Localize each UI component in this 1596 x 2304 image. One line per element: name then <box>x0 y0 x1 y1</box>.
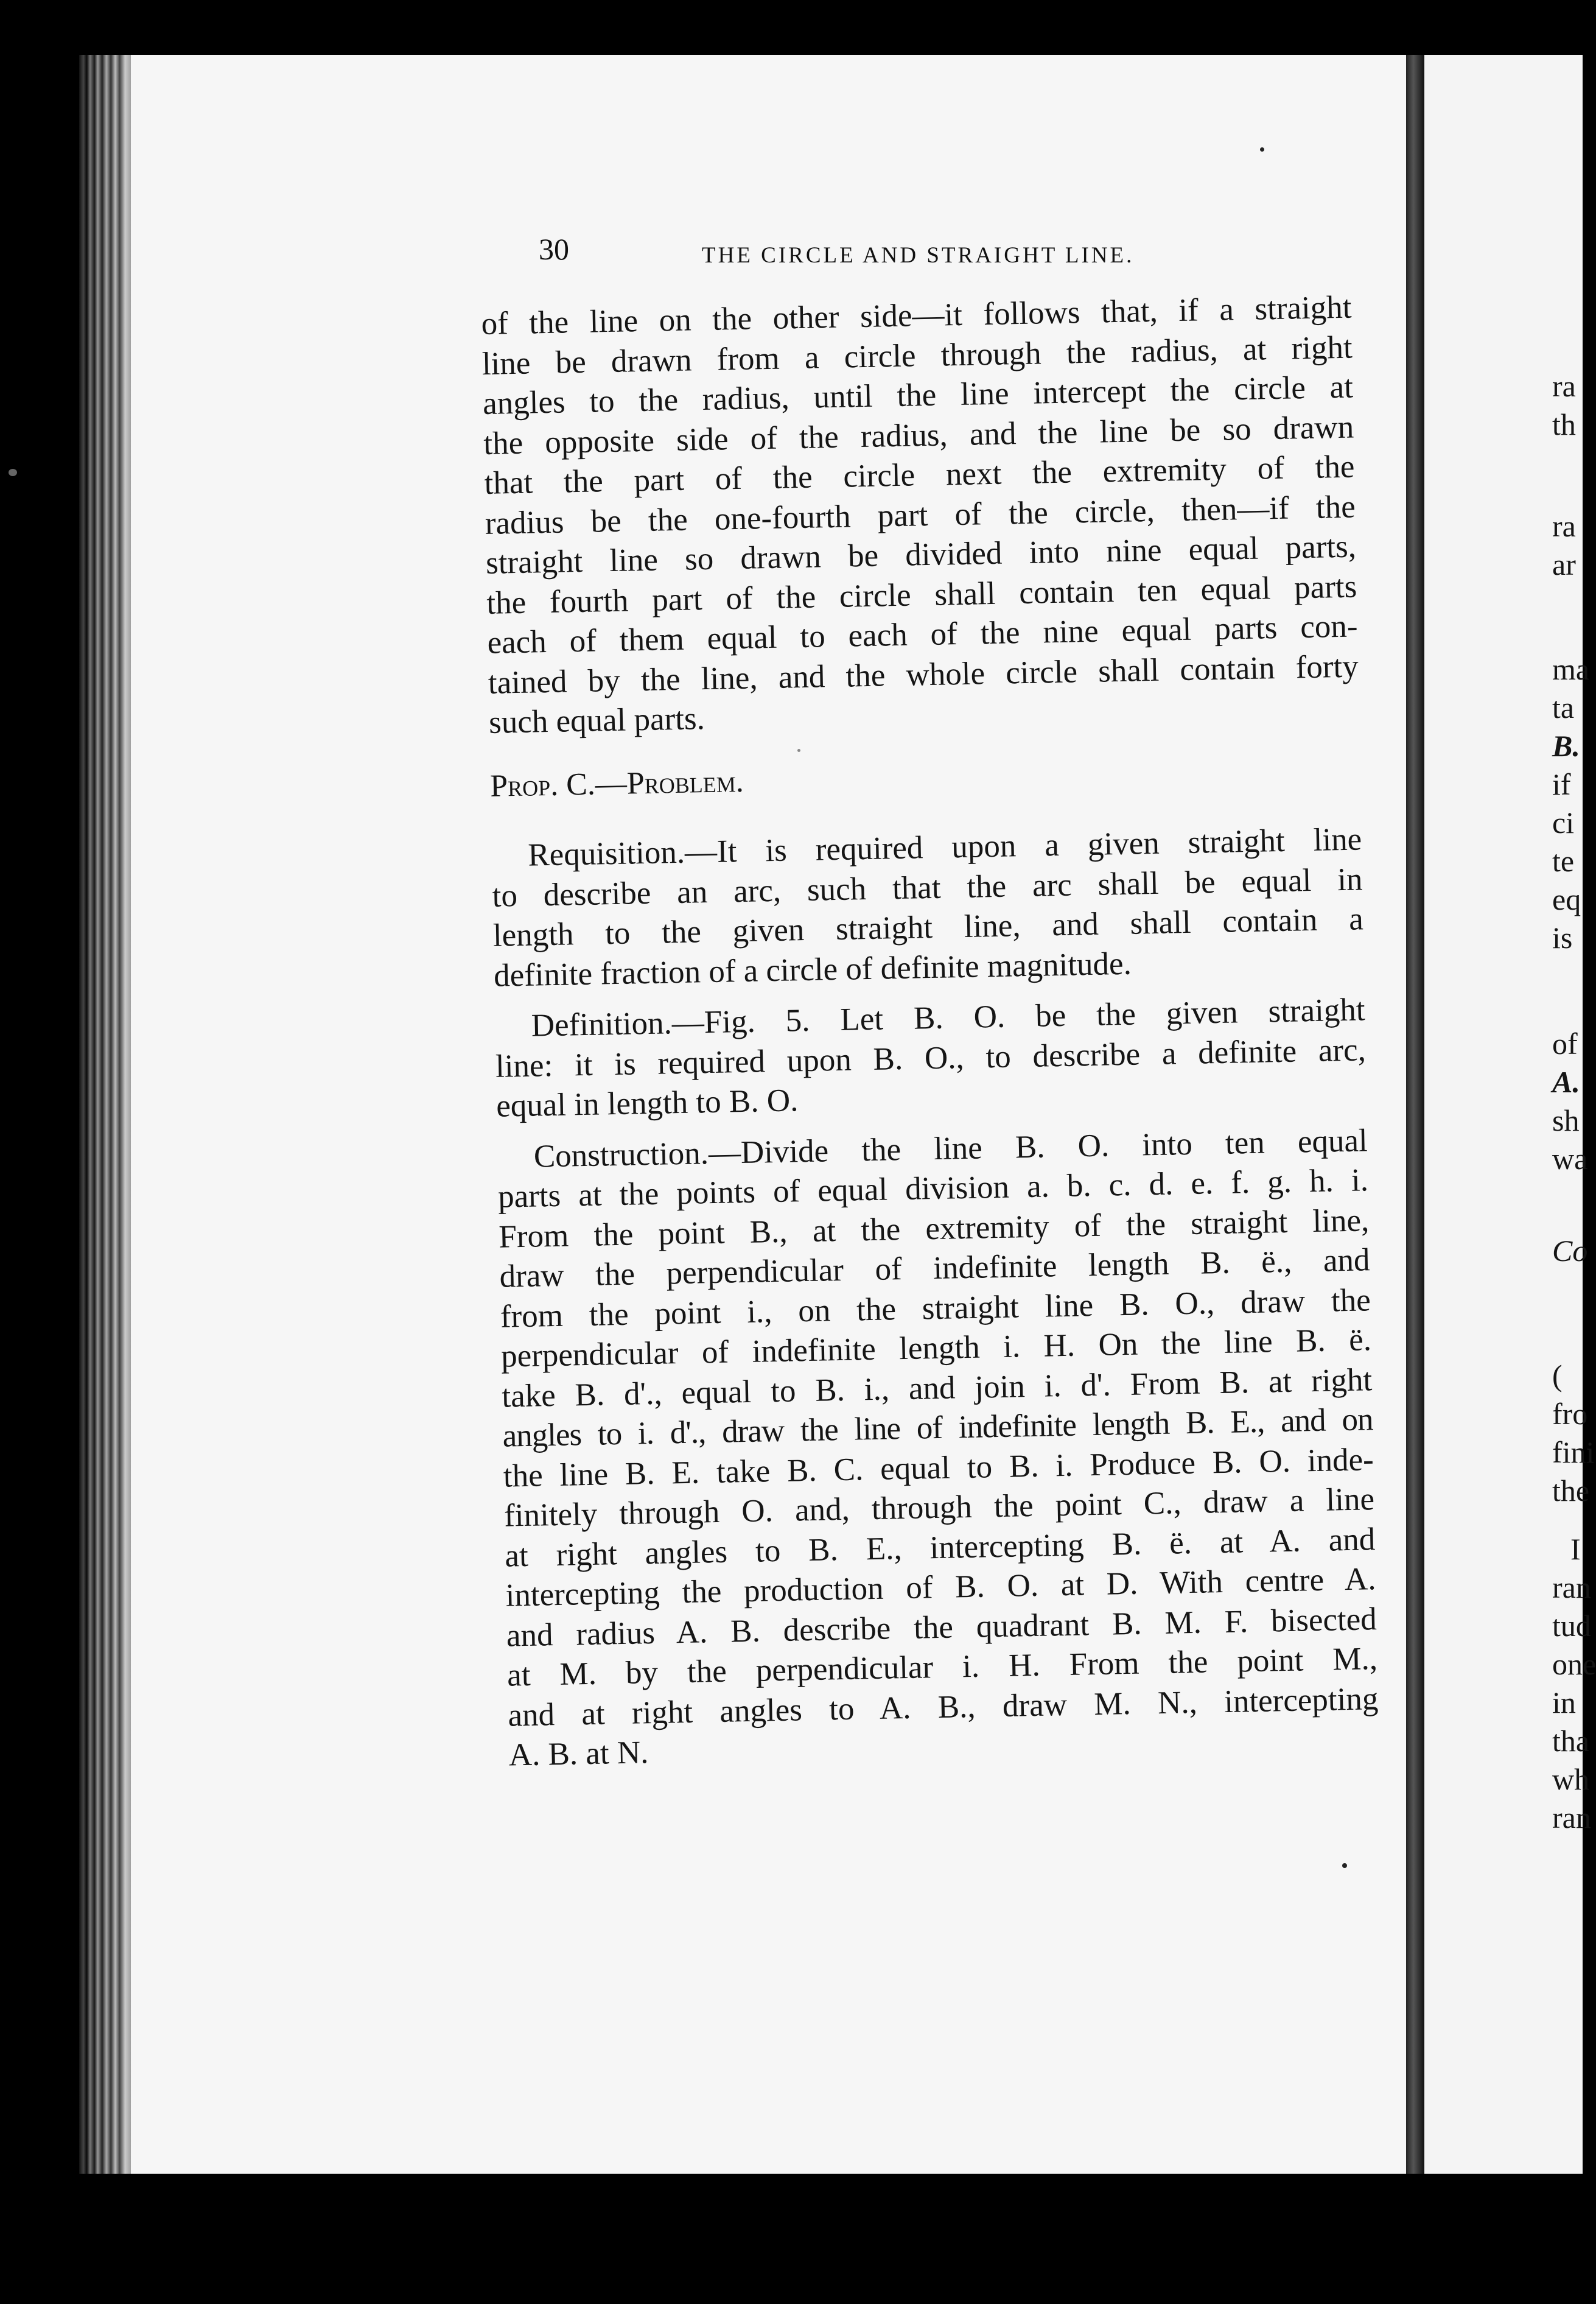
page-body <box>481 288 1379 1776</box>
text-line: the fourth part of the circle shall contain ten equal parts <box>486 568 1357 621</box>
facing-fragment: is <box>1552 921 1573 955</box>
text-line: such equal parts. <box>488 701 705 740</box>
facing-fragment: sh <box>1552 1103 1580 1137</box>
paragraph-definition <box>494 990 1367 1126</box>
text-line: angles to the radius, until the line intercept the circle at <box>482 369 1354 421</box>
facing-fragment: ma <box>1552 652 1590 686</box>
facing-fragment: if <box>1552 767 1571 801</box>
facing-fragment: the <box>1552 1473 1590 1508</box>
text-line: of the line on the other side—it follows that, if a straight <box>481 289 1352 342</box>
facing-fragment: wa <box>1552 1142 1588 1176</box>
paragraph-requisition <box>491 820 1365 996</box>
text-line: finitely through O. and, through the point C., draw a line <box>503 1481 1375 1534</box>
scan-speck <box>9 469 17 476</box>
text-line: the opposite side of the radius, and the line be so drawn <box>483 409 1354 462</box>
text-line: to describe an arc, such that the arc shall be equal in <box>492 861 1363 914</box>
text-line: and radius A. B. describe the quadrant B. M. F. bisected <box>506 1601 1377 1654</box>
facing-fragment: ta <box>1552 690 1575 725</box>
text-line: angles to i. d'., draw the line of indefinite length B. E., and on <box>502 1402 1373 1454</box>
facing-fragment: tha <box>1552 1724 1590 1758</box>
facing-fragment: te <box>1552 844 1575 878</box>
scan-speck <box>1342 1863 1347 1868</box>
facing-fragment: of <box>1552 1027 1578 1061</box>
facing-fragment: one <box>1552 1647 1596 1681</box>
facing-fragment: ( <box>1552 1358 1563 1393</box>
facing-fragment: ci <box>1552 806 1575 840</box>
text-line: and at right angles to A. B., draw M. N., intercepting <box>507 1681 1379 1733</box>
page-number: 30 <box>539 232 569 266</box>
facing-fragment: fini <box>1552 1435 1595 1469</box>
text-line: Requisition.—It is required upon a given straight line <box>527 821 1362 873</box>
facing-fragment: B. <box>1552 729 1580 763</box>
text-line: line: it is required upon B. O., to describe a definite arc, <box>495 1031 1367 1084</box>
text-line: at right angles to B. E., intercepting B. ë. at A. and <box>504 1521 1376 1574</box>
facing-fragment: A. <box>1552 1065 1580 1099</box>
text-line: draw the perpendicular of indefinite length B. ë., and <box>499 1242 1370 1294</box>
text-line: A. B. at N. <box>508 1735 649 1773</box>
facing-fragment: I <box>1570 1532 1581 1566</box>
facing-fragment: fro <box>1552 1397 1588 1431</box>
proposition-heading: Prop. C.—Problem. <box>489 764 744 804</box>
text-line: at M. by the perpendicular i. H. From the point M., <box>506 1641 1378 1693</box>
text-line: From the point B., at the extremity of the straight line, <box>498 1202 1370 1255</box>
scan-speck <box>1260 147 1264 152</box>
facing-fragment: ran <box>1552 1800 1591 1835</box>
text-line: intercepting the production of B. O. at D. With centre A. <box>505 1561 1377 1614</box>
facing-fragment: ra <box>1552 509 1576 543</box>
running-header <box>539 231 1220 274</box>
text-line: definite fraction of a circle of definite magnitude. <box>493 946 1132 994</box>
text-line: parts at the points of equal division a. b. c. d. e. f. g. h. i. <box>497 1162 1369 1215</box>
running-title: THE CIRCLE AND STRAIGHT LINE. <box>702 243 1135 268</box>
text-line: from the point i., on the straight line B. O., draw the <box>500 1282 1371 1335</box>
text-line: Definition.—Fig. 5. Let B. O. be the given straight <box>531 992 1366 1044</box>
facing-fragment: in <box>1552 1685 1576 1719</box>
facing-fragment: ra <box>1552 369 1576 403</box>
facing-fragment: wh <box>1552 1762 1590 1796</box>
text-line: length to the given straight line, and shall contain a <box>492 901 1364 954</box>
text-line: perpendicular of indefinite length i. H. On the line B. ë. <box>500 1322 1372 1374</box>
text-line: equal in length to B. O. <box>495 1083 799 1124</box>
facing-fragment: tud <box>1552 1609 1591 1643</box>
text-line: tained by the line, and the whole circle shall contain forty <box>488 648 1359 701</box>
text-line: take B. d'., equal to B. i., and join i. d'. From B. at right <box>501 1361 1373 1414</box>
facing-fragment: ran <box>1552 1570 1591 1604</box>
paragraph-conclusion <box>481 288 1360 743</box>
paragraph-construction <box>497 1121 1379 1775</box>
page-gutter <box>1406 55 1424 2174</box>
scan-speck <box>797 749 800 752</box>
facing-fragment: ar <box>1552 547 1576 581</box>
facing-fragment: th <box>1552 407 1576 441</box>
text-line: that the part of the circle next the extremity of the <box>484 449 1355 501</box>
facing-fragment: eq <box>1552 882 1581 916</box>
text-line: the line B. E. take B. C. equal to B. i. Produce B. O. inde- <box>503 1441 1374 1494</box>
text-line: line be drawn from a circle through the radius, at right <box>481 329 1353 382</box>
facing-page-edge <box>1424 55 1596 2174</box>
book-spine-edge <box>79 55 134 2174</box>
text-line: each of them equal to each of the nine equal parts con- <box>487 608 1358 661</box>
text-line: Construction.—Divide the line B. O. into ten equal <box>533 1122 1368 1175</box>
text-line: straight line so drawn be divided into nine equal parts, <box>485 529 1357 581</box>
text-line: radius be the one-fourth part of the circle, then—if the <box>485 488 1356 541</box>
facing-fragment: Co <box>1552 1234 1588 1268</box>
